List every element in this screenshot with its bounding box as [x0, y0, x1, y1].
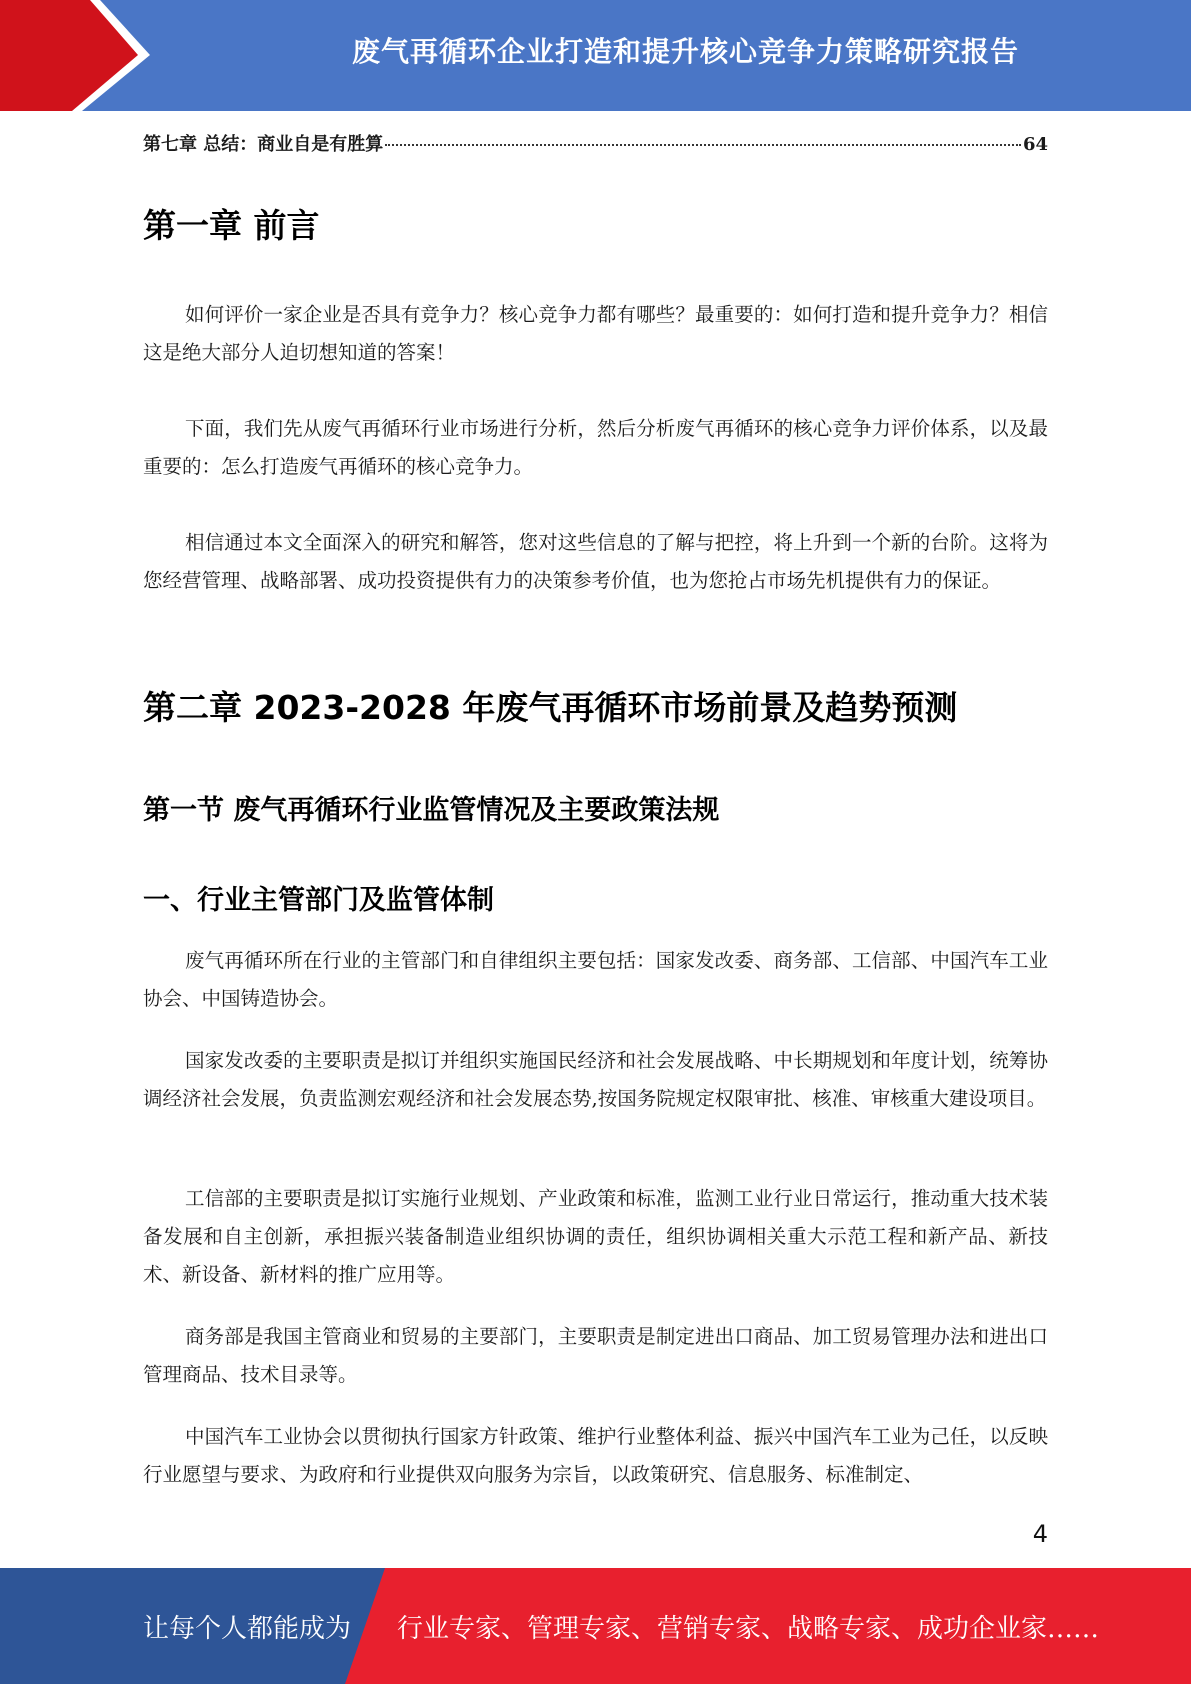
chapter-2-title: 第二章 2023-2028 年废气再循环市场前景及趋势预测 [143, 688, 958, 727]
page-number: 4 [1032, 1520, 1048, 1548]
chapter-2-paragraph-2: 国家发改委的主要职责是拟订并组织实施国民经济和社会发展战略、中长期规划和年度计划，统筹协调经济社会发展，负责监测宏观经济和社会发展态势,按国务院规定权限审批、核准、审核重大建设项目。 [143, 1049, 1048, 1110]
chapter-1-paragraph-2: 下面，我们先从废气再循环行业市场进行分析，然后分析废气再循环的核心竞争力评价体系，以及最重要的：怎么打造废气再循环的核心竞争力。 [143, 417, 1048, 478]
footer-slogan-right: 行业专家、管理专家、营销专家、战略专家、成功企业家…… [397, 1613, 1100, 1644]
toc-leader-dots [385, 144, 1021, 146]
footer-slogan-left: 让每个人都能成为 [143, 1613, 352, 1644]
chapter-2-paragraph-4: 商务部是我国主管商业和贸易的主要部门，主要职责是制定进出口商品、加工贸易管理办法和进出口管理商品、技术目录等。 [143, 1325, 1048, 1386]
page-footer [0, 1568, 1191, 1684]
toc-entry-label: 第七章 总结：商业自是有胜算 [143, 134, 384, 155]
chapter-1-paragraph-1: 如何评价一家企业是否具有竞争力？核心竞争力都有哪些？最重要的：如何打造和提升竞争力？相信这是绝大部分人迫切想知道的答案！ [143, 303, 1048, 364]
header-title: 废气再循环企业打造和提升核心竞争力策略研究报告 [351, 35, 1019, 68]
section-1-title: 第一节 废气再循环行业监管情况及主要政策法规 [143, 795, 720, 826]
page-header [0, 0, 1191, 111]
toc-entry[interactable] [143, 130, 1048, 160]
chapter-2-paragraph-1: 废气再循环所在行业的主管部门和自律组织主要包括：国家发改委、商务部、工信部、中国汽车工业协会、中国铸造协会。 [143, 949, 1048, 1010]
subsection-1-title: 一、行业主管部门及监管体制 [143, 885, 494, 916]
chapter-2-paragraph-5: 中国汽车工业协会以贯彻执行国家方针政策、维护行业整体利益、振兴中国汽车工业为己任，以反映行业愿望与要求、为政府和行业提供双向服务为宗旨，以政策研究、信息服务、标准制定、 [143, 1425, 1048, 1486]
chapter-1-paragraph-3: 相信通过本文全面深入的研究和解答，您对这些信息的了解与把控，将上升到一个新的台阶。这将为您经营管理、战略部署、成功投资提供有力的决策参考价值，也为您抢占市场先机提供有力的保证。 [143, 531, 1048, 592]
chapter-1-title: 第一章 前言 [143, 206, 320, 245]
toc-entry-page: 64 [1022, 134, 1048, 155]
chapter-2-paragraph-3: 工信部的主要职责是拟订实施行业规划、产业政策和标准，监测工业行业日常运行，推动重大技术装备发展和自主创新，承担振兴装备制造业组织协调的责任，组织协调相关重大示范工程和新产品、新技术、新设备、新材料的推广应用等。 [143, 1187, 1048, 1286]
